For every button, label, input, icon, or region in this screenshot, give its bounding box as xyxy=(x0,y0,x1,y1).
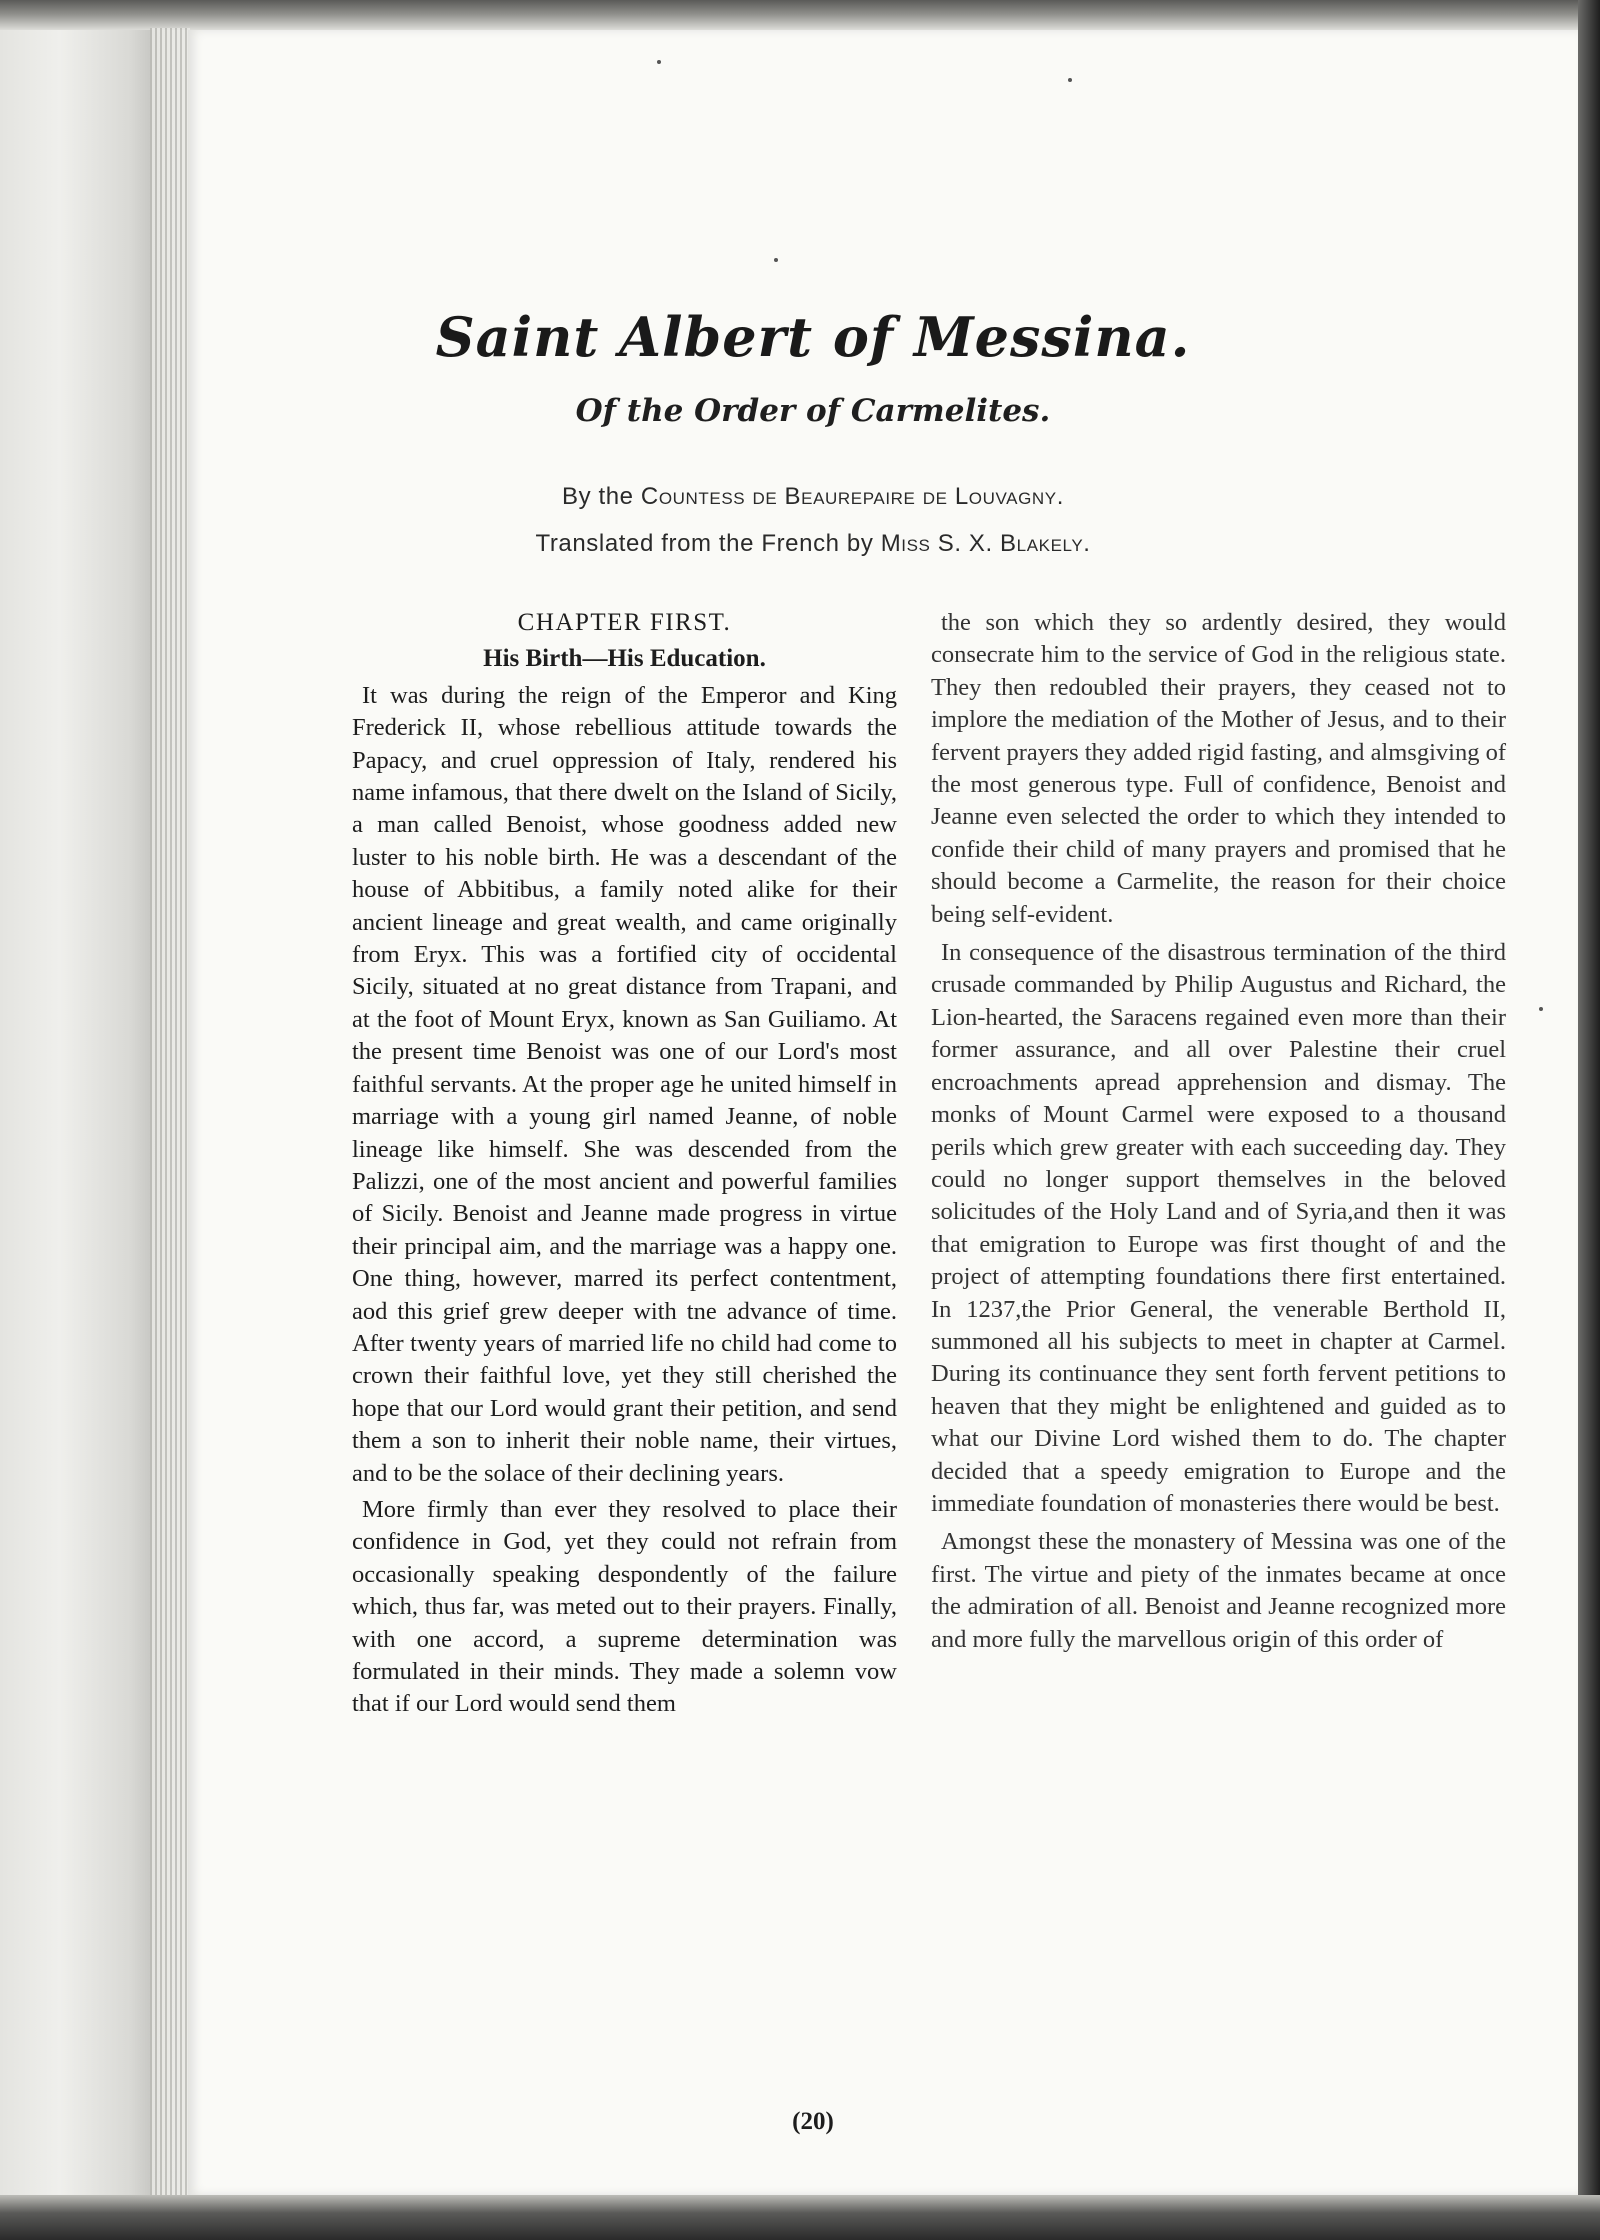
page-number: (20) xyxy=(792,2108,834,2135)
translator-prefix: Translated from the French by xyxy=(535,530,881,557)
book-spine-edges xyxy=(150,28,190,2208)
body-paragraph: More firmly than ever they resolved to place their confidence in God, yet they could not refrain from occasionally speaking despondently of the failure which, thus far, was meted out to their prayers. Finally, with one accord, a supreme determination was formulated in their minds. They made a solemn vow that if our Lord would send them xyxy=(352,1495,897,1718)
scan-top-edge xyxy=(0,0,1600,30)
left-text-column xyxy=(352,607,897,1721)
chapter-subheading: His Birth—His Education. xyxy=(483,645,766,673)
scan-speck xyxy=(657,60,661,64)
author-prefix: By the xyxy=(561,483,641,510)
scan-bottom-edge xyxy=(0,2195,1600,2240)
article-subtitle: Of the Order of Carmelites. xyxy=(575,393,1051,429)
body-paragraph: In consequence of the disastrous termination of the third crusade commanded by Philip Augustus and Richard, the Lion-hearted, the Saracens regained even more than their former assurance, and all over Palestine their cruel encroachments apread apprehension and dismay. The monks of Mount Carmel were exposed to a thousand perils which grew greater with each succeeding day. They could no longer support themselves in the beloved solicitudes of the Holy Land and of Syria,and then it was that emigration to Europe was first thought of and the project of attempting foundations there first entertained. In 1237,the Prior General, the venerable Berthold II, summoned all his subjects to meet in chapter at Carmel. During its continuance they sent forth fervent petitions to heaven that they might be enlightened and guided as to what our Divine Lord wished them to do. The chapter decided that a speedy emigration to Europe and the immediate foundation of monasteries there would be best. xyxy=(931,939,1506,1517)
chapter-heading: CHAPTER FIRST. xyxy=(517,609,732,636)
body-paragraph: Amongst these the monastery of Messina was one of the first. The virtue and piety of the inmates became at once the admiration of all. Benoist and Jeanne recognized more and more fully the marvellous origin of this order of xyxy=(931,1528,1506,1653)
translator-byline xyxy=(188,530,1438,558)
body-paragraph: It was during the reign of the Emperor and King Frederick II, whose rebellious attitude towards the Papacy, and cruel oppression of Italy, rendered his name infamous, that there dwelt on the Island of Sicily, a man called Benoist, whose goodness added new luster to his noble birth. He was a descendant of the house of Abbitibus, a family noted alike for their ancient lineage and great wealth, and came originally from Eryx. This was a fortified city of occidental Sicily, situated at no great distance from Trapani, and at the foot of Mount Eryx, known as San Guiliamo. At the present time Benoist was one of our Lord's most faithful servants. At the proper age he united himself in marriage with a young girl named Jeanne, of noble lineage like himself. She was descended from the Palizzi, one of the most ancient and powerful families of Sicily. Benoist and Jeanne made progress in virtue their principal aim, and the marriage was a happy one. One thing, however, marred its perfect contentment, aod this grief grew deeper with tne advance of time. After twenty years of married life no child had come to crown their faithful love, yet they still cherished the hope that our Lord would grant their petition, and send them a son to inherit their noble name, their virtues, and to be the solace of their declining years. xyxy=(352,681,897,1487)
author-byline xyxy=(188,483,1438,511)
scan-speck xyxy=(1068,78,1072,82)
right-text-column xyxy=(931,607,1506,1656)
body-paragraph: the son which they so ardently desired, they would consecrate him to the service of God in the religious state. They then redoubled their prayers, they ceased not to implore the mediation of the Mother of Jesus, and to their fervent prayers they added rigid fasting, and almsgiving of the most generous type. Full of confidence, Benoist and Jeanne even selected the order to which they intended to confide their child of many prayers and promised that he should become a Carmelite, the reason for their choice being self-evident. xyxy=(931,609,1506,928)
scan-speck xyxy=(1539,1007,1543,1011)
article-title: Saint Albert of Messina. xyxy=(435,305,1191,369)
translator-name: Miss S. X. Blakely. xyxy=(880,530,1091,557)
scan-speck xyxy=(774,258,778,262)
author-name: Countess de Beaurepaire de Louvagny. xyxy=(640,483,1065,510)
scan-right-edge xyxy=(1578,0,1600,2240)
